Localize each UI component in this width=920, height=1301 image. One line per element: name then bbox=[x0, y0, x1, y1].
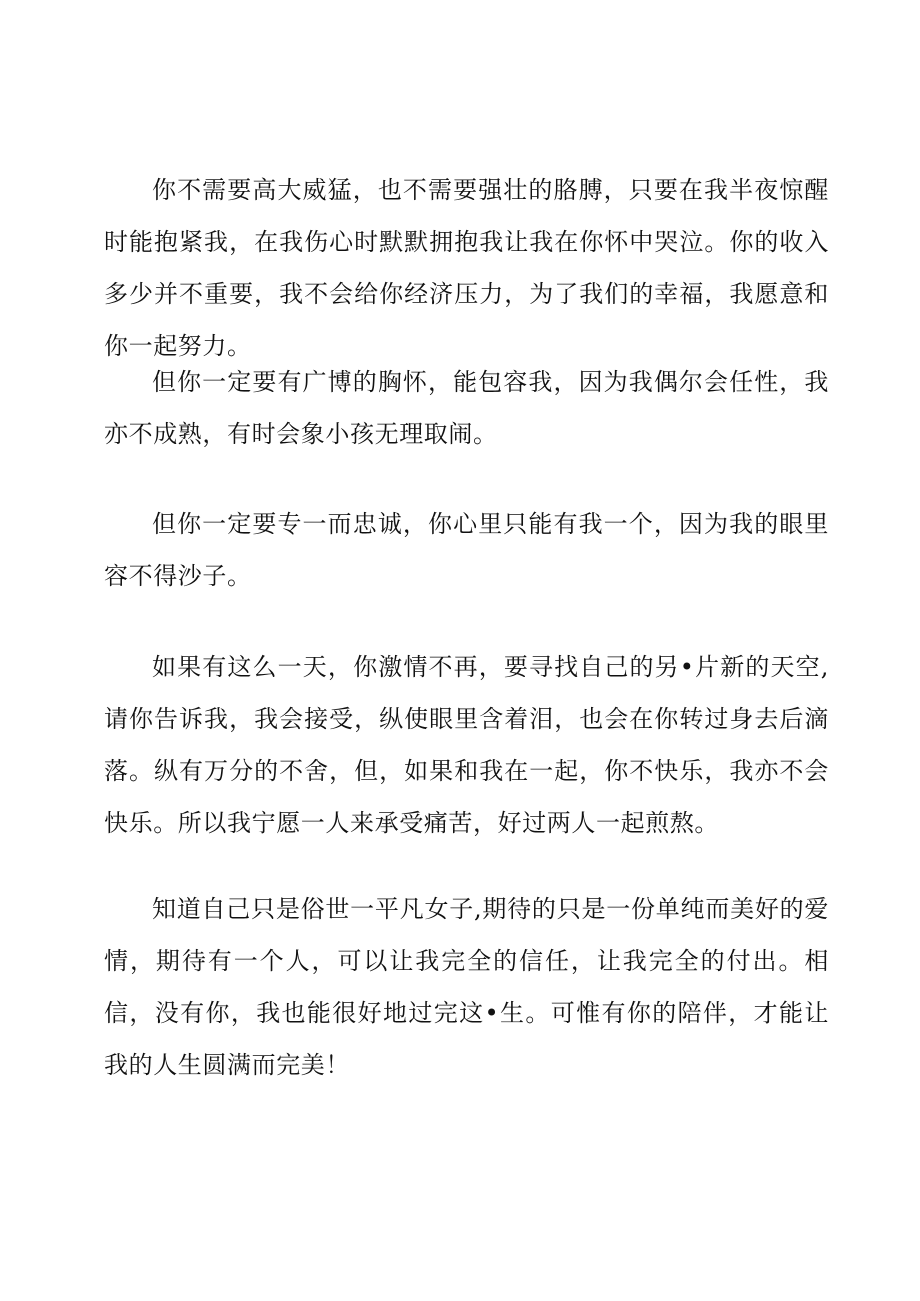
paragraph: 但你一定要有广博的胸怀，能包容我，因为我偶尔会任性，我亦不成熟，有时会象小孩无理取闹。 bbox=[104, 368, 829, 448]
paragraph: 但你一定要专一而忠诚，你心里只能有我一个，因为我的眼里容不得沙子。 bbox=[104, 510, 829, 590]
paragraph: 如果有这么一天，你激情不再，要寻找自己的另•片新的天空,请你告诉我，我会接受，纵使眼里含着泪，也会在你转过身去后滴落。纵有万分的不舍，但，如果和我在一起，你不快乐，我亦不会快乐。所以我宁愿一人来承受痛苦，好过两人一起煎熬。 bbox=[104, 653, 829, 837]
paragraph: 知道自己只是俗世一平凡女子,期待的只是一份单纯而美好的爱情，期待有一个人，可以让我完全的信任，让我完全的付出。相信，没有你，我也能很好地过完这•生。可惟有你的陪伴，才能让我的人生圆满而完美！ bbox=[104, 895, 829, 1079]
paragraph: 你不需要高大威猛，也不需要强壮的胳膊，只要在我半夜惊醒时能抱紧我，在我伤心时默默拥抱我让我在你怀中哭泣。你的收入多少并不重要，我不会给你经济压力，为了我们的幸福，我愿意和你一起努力。 bbox=[104, 176, 829, 360]
